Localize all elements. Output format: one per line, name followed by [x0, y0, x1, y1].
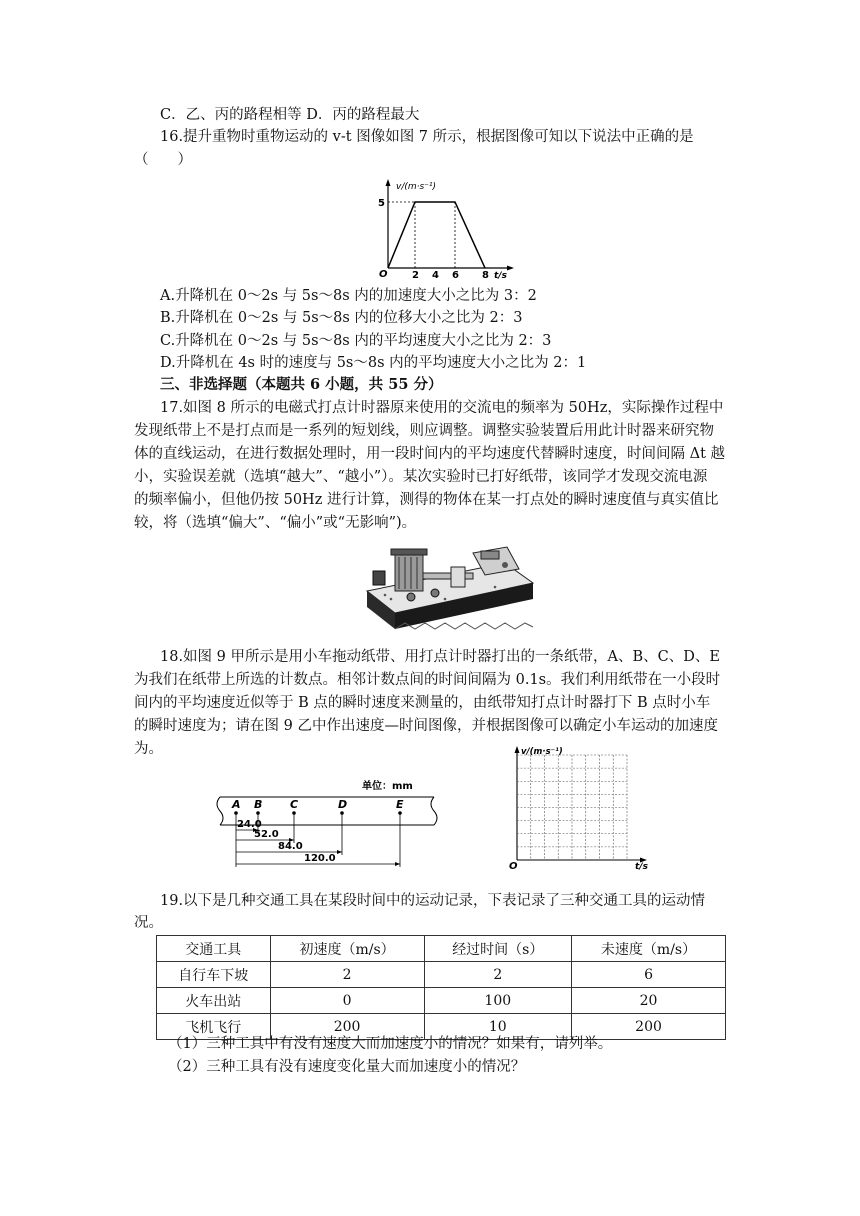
- q18-line-4: 的瞬时速度为；请在图 9 乙中作出速度—时间图像，并根据图像可以确定小车运动的加速度: [134, 718, 718, 734]
- fig7-xtick-8: 8: [482, 270, 489, 280]
- tape-point-A: A: [232, 798, 241, 811]
- q17-line-3: 体的直线运动，在进行数据处理时，用一段时间内的平均速度代替瞬时速度，时间间隔 Δt 越: [134, 446, 726, 462]
- table-header-cell: 初速度（m/s）: [270, 936, 424, 962]
- table-cell: 2: [270, 962, 424, 988]
- figure-8-timer-illustration: [355, 543, 535, 633]
- option-a: A.升降机在 0～2s 与 5s～8s 内的加速度大小之比为 3：2: [160, 288, 537, 304]
- question-16: 16.提升重物时重物运动的 v-t 图像如图 7 所示，根据图像可知以下说法中正确的是: [160, 129, 694, 145]
- grid-xlabel: t/s: [635, 862, 648, 872]
- fig7-xlabel: t/s: [494, 271, 507, 280]
- option-d: D.升降机在 4s 时的速度与 5s～8s 内的平均速度大小之比为 2：1: [160, 355, 587, 371]
- tape-dim-AB: 24.0: [237, 819, 262, 830]
- option-c: C.升降机在 0～2s 与 5s～8s 内的平均速度大小之比为 2：3: [160, 333, 552, 349]
- table-cell: 200: [270, 1014, 424, 1040]
- q18-line-1: 18.如图 9 甲所示是用小车拖动纸带、用打点计时器打出的一条纸带，A、B、C、D、E: [160, 649, 720, 665]
- table-cell: 200: [572, 1014, 726, 1040]
- table-cell: 自行车下坡: [157, 962, 271, 988]
- table-header-cell: 未速度（m/s）: [572, 936, 726, 962]
- fig7-xtick-6: 6: [452, 270, 459, 280]
- q19-line-2: 况。: [134, 915, 163, 931]
- tape-point-E: E: [396, 798, 404, 811]
- q19-sub-2: （2）三种工具有没有速度变化量大而加速度小的情况？: [168, 1059, 526, 1075]
- fig7-xtick-4: 4: [432, 270, 439, 280]
- table-header-cell: 交通工具: [157, 936, 271, 962]
- table-cell: 20: [572, 988, 726, 1014]
- q17-line-1: 17.如图 8 所示的电磁式打点计时器原来使用的交流电的频率为 50Hz，实际操作过程中: [160, 400, 724, 416]
- q18-line-5: 为。: [134, 741, 163, 757]
- table-cell: 10: [424, 1014, 572, 1040]
- fig7-origin: O: [379, 269, 388, 280]
- fig7-xtick-2: 2: [412, 270, 419, 280]
- figure-9b-vt-grid: [505, 742, 655, 872]
- option-b: B.升降机在 0～2s 与 5s～8s 内的位移大小之比为 2：3: [160, 310, 523, 326]
- tape-point-C: C: [290, 798, 299, 811]
- grid-lines: [517, 755, 627, 860]
- q17-line-6: 较，将（选填“偏大”、“偏小”或“无影响”)。: [134, 515, 417, 531]
- table-cell: 6: [572, 962, 726, 988]
- table-header-row: [157, 936, 726, 962]
- table-cell: 飞机飞行: [157, 1014, 271, 1040]
- tape-point-D: D: [338, 798, 348, 811]
- grid-origin: O: [509, 861, 518, 872]
- grid-ylabel: v/(m·s⁻¹): [521, 747, 563, 757]
- fig7-velocity-line: [388, 202, 485, 268]
- table-cell: 火车出站: [157, 988, 271, 1014]
- tape-dim-AE: 120.0: [304, 853, 336, 864]
- table-row: [157, 962, 726, 988]
- table-cell: 100: [424, 988, 572, 1014]
- q19-sub-1: （1）三种工具中有没有速度大而加速度小的情况？如果有，请列举。: [168, 1036, 613, 1052]
- figure-7-vt-graph: [370, 175, 520, 280]
- fig7-ytick: 5: [378, 198, 385, 209]
- tape-dim-AD: 84.0: [278, 841, 303, 852]
- table-row: [157, 988, 726, 1014]
- answer-bracket: （ ）: [134, 152, 192, 168]
- q17-line-5: 的频率偏小，但他仍按 50Hz 进行计算，测得的物体在某一打点处的瞬时速度值与真实值比: [134, 492, 719, 508]
- q17-line-4: 小，实验误差就（选填“越大”、“越小”）。某次实验时已打好纸带，该同学才发现交流电源: [134, 469, 708, 485]
- fig7-ylabel: v/(m·s⁻¹): [396, 182, 437, 192]
- figure-9a-paper-tape: [212, 775, 442, 875]
- table-header-cell: 经过时间（s）: [424, 936, 572, 962]
- table-cell: 2: [424, 962, 572, 988]
- q19-line-1: 19.以下是几种交通工具在某段时间中的运动记录，下表记录了三种交通工具的运动情: [160, 893, 706, 909]
- q18-line-2: 为我们在纸带上所选的计数点。相邻计数点间的时间间隔为 0.1s。我们利用纸带在一小段时: [134, 672, 721, 688]
- option-cd: C．乙、丙的路程相等 D．丙的路程最大: [160, 107, 420, 123]
- section-3-heading: 三、非选择题（本题共 6 小题，共 55 分）: [160, 376, 443, 393]
- vehicle-motion-table: [156, 935, 726, 1040]
- tape-unit: 单位：mm: [362, 781, 413, 792]
- tape-point-B: B: [254, 798, 263, 811]
- q17-line-2: 发现纸带上不是打点而是一系列的短划线，则应调整。调整实验装置后用此计时器来研究物: [134, 423, 714, 439]
- q18-line-3: 间内的平均速度近似等于 B 点的瞬时速度来测量的，由纸带知打点计时器打下 B 点时小车: [134, 695, 711, 711]
- tape-dim-AC: 52.0: [254, 829, 279, 840]
- table-cell: 0: [270, 988, 424, 1014]
